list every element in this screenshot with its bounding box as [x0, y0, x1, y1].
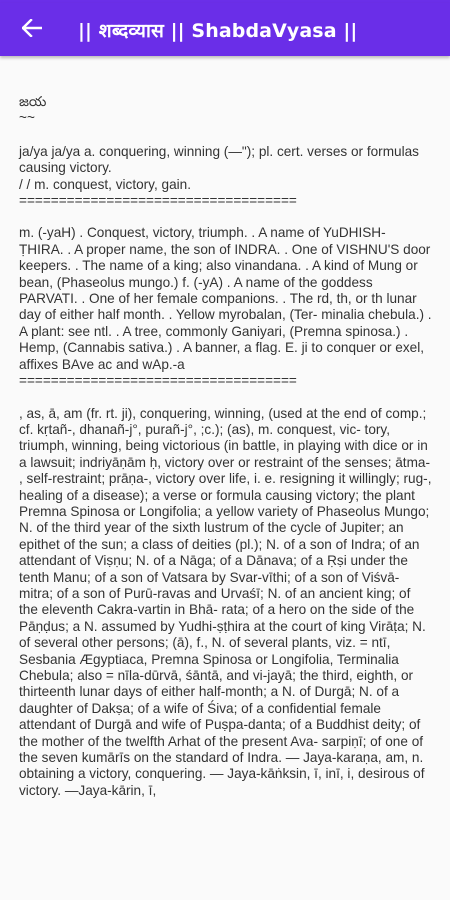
dictionary-entry [0, 56, 450, 799]
headword: జయ [19, 94, 47, 109]
separator-line: =================================== [19, 373, 297, 389]
back-button[interactable] [0, 3, 64, 56]
arrow-left-icon [22, 19, 42, 41]
definition-block-1 [19, 144, 432, 210]
definition-text: / / m. conquest, victory, gain. [19, 176, 192, 192]
headword-underline: ~~ [19, 110, 35, 126]
definition-block-2 [19, 225, 432, 389]
definition-block-3 [19, 406, 432, 800]
definition-text: m. (-yaH) . Conquest, victory, triumph. . A name of YuDHISH- ṬHIRA. . A proper name, the son of INDRA. . One of VISHNU'S door keepers. . The name of a king; also vinandana. . A kind of Mung or bean, (Phaseolus mungo.) f. (-yA) . A name of the goddess PARVATI. . One of her female companions. . The rd, th, or th lunar day of either half month. . Yellow myrobalan, (Ter- minalia chebula.) . A plant: see ntl. . A tree, commonly Ganiyari, (Premna spinosa.) . Hemp, (Cannabis sativa.) . A banner, a flag. E. ji to conquer or exel, affixes BAve ac and wAp.-a [19, 225, 432, 372]
separator-line: =================================== [19, 193, 297, 209]
app-title: || शब्दव्यास || ShabdaVyasa || [78, 19, 358, 42]
app-bar [0, 3, 450, 56]
definition-text: , as, ā, am (fr. rt. ji), conquering, winning, (used at the end of comp.; cf. kṛtañ-, dhanañ-j°, purañ-j°, ;c.); (as), m. conquest, vic- tory, triumph, winning, being victorious (in battle, in playing with dice or in a lawsuit; indriyāṇām ḥ, victory over or restraint of the senses; ātma- , self-restraint; prāṇa-, victory over life, i. e. resigning it willingly; rug-, healing of a disease); a verse or formula causing victory; the plant Premna Spinosa or Longifolia; a yellow variety of Phaseolus Mungo; N. of the third year of the sixth lustrum of the cycle of Jupiter; an epithet of the sun; a class of deities (pl.); N. of a son of Indra; of an attendant of Viṣṇu; N. of a Nāga; of a Dānava; of a Ṛṣi under the tenth Manu; of a son of Vatsara by Svar-vīthi; of a son of Viśvā- mitra; of a son of Purū-ravas and Urvaśī; N. of an ancient king; of the eleventh Cakra-vartin in Bhā- rata; of a hero on the side of the Pāṇḍus; a N. assumed by Yudhi-ṣṭhira at the court of king Virāṭa; N. of several other persons; (ā), f., N. of several plants, viz. = ntī, Sesbania Ægyptiaca, Premna Spinosa or Longifolia, Terminalia Chebula; also = nīla-dūrvā, śāntā, and vi-jayā; the third, eighth, or thirteenth lunar days of either half-month; a N. of Durgā; N. of a daughter of Dakṣa; of a wife of Śiva; of a confidential female attendant of Durgā and wife of Puṣpa-danta; of a Buddhist deity; of the mother of the twelfth Arhat of the present Ava- sarpiṇī; of one of the seven kumārīs on the standard of Indra. — Jaya-karaṇa, am, n. obtaining a victory, conquering. — Jaya-kāṅksin, ī, inī, i, desirous of victory. —Jaya-kārin, ī, [19, 405, 432, 798]
definition-text: ja/ya ja/ya a. conquering, winning (—"); pl. cert. verses or formulas causing victory. [19, 143, 419, 176]
